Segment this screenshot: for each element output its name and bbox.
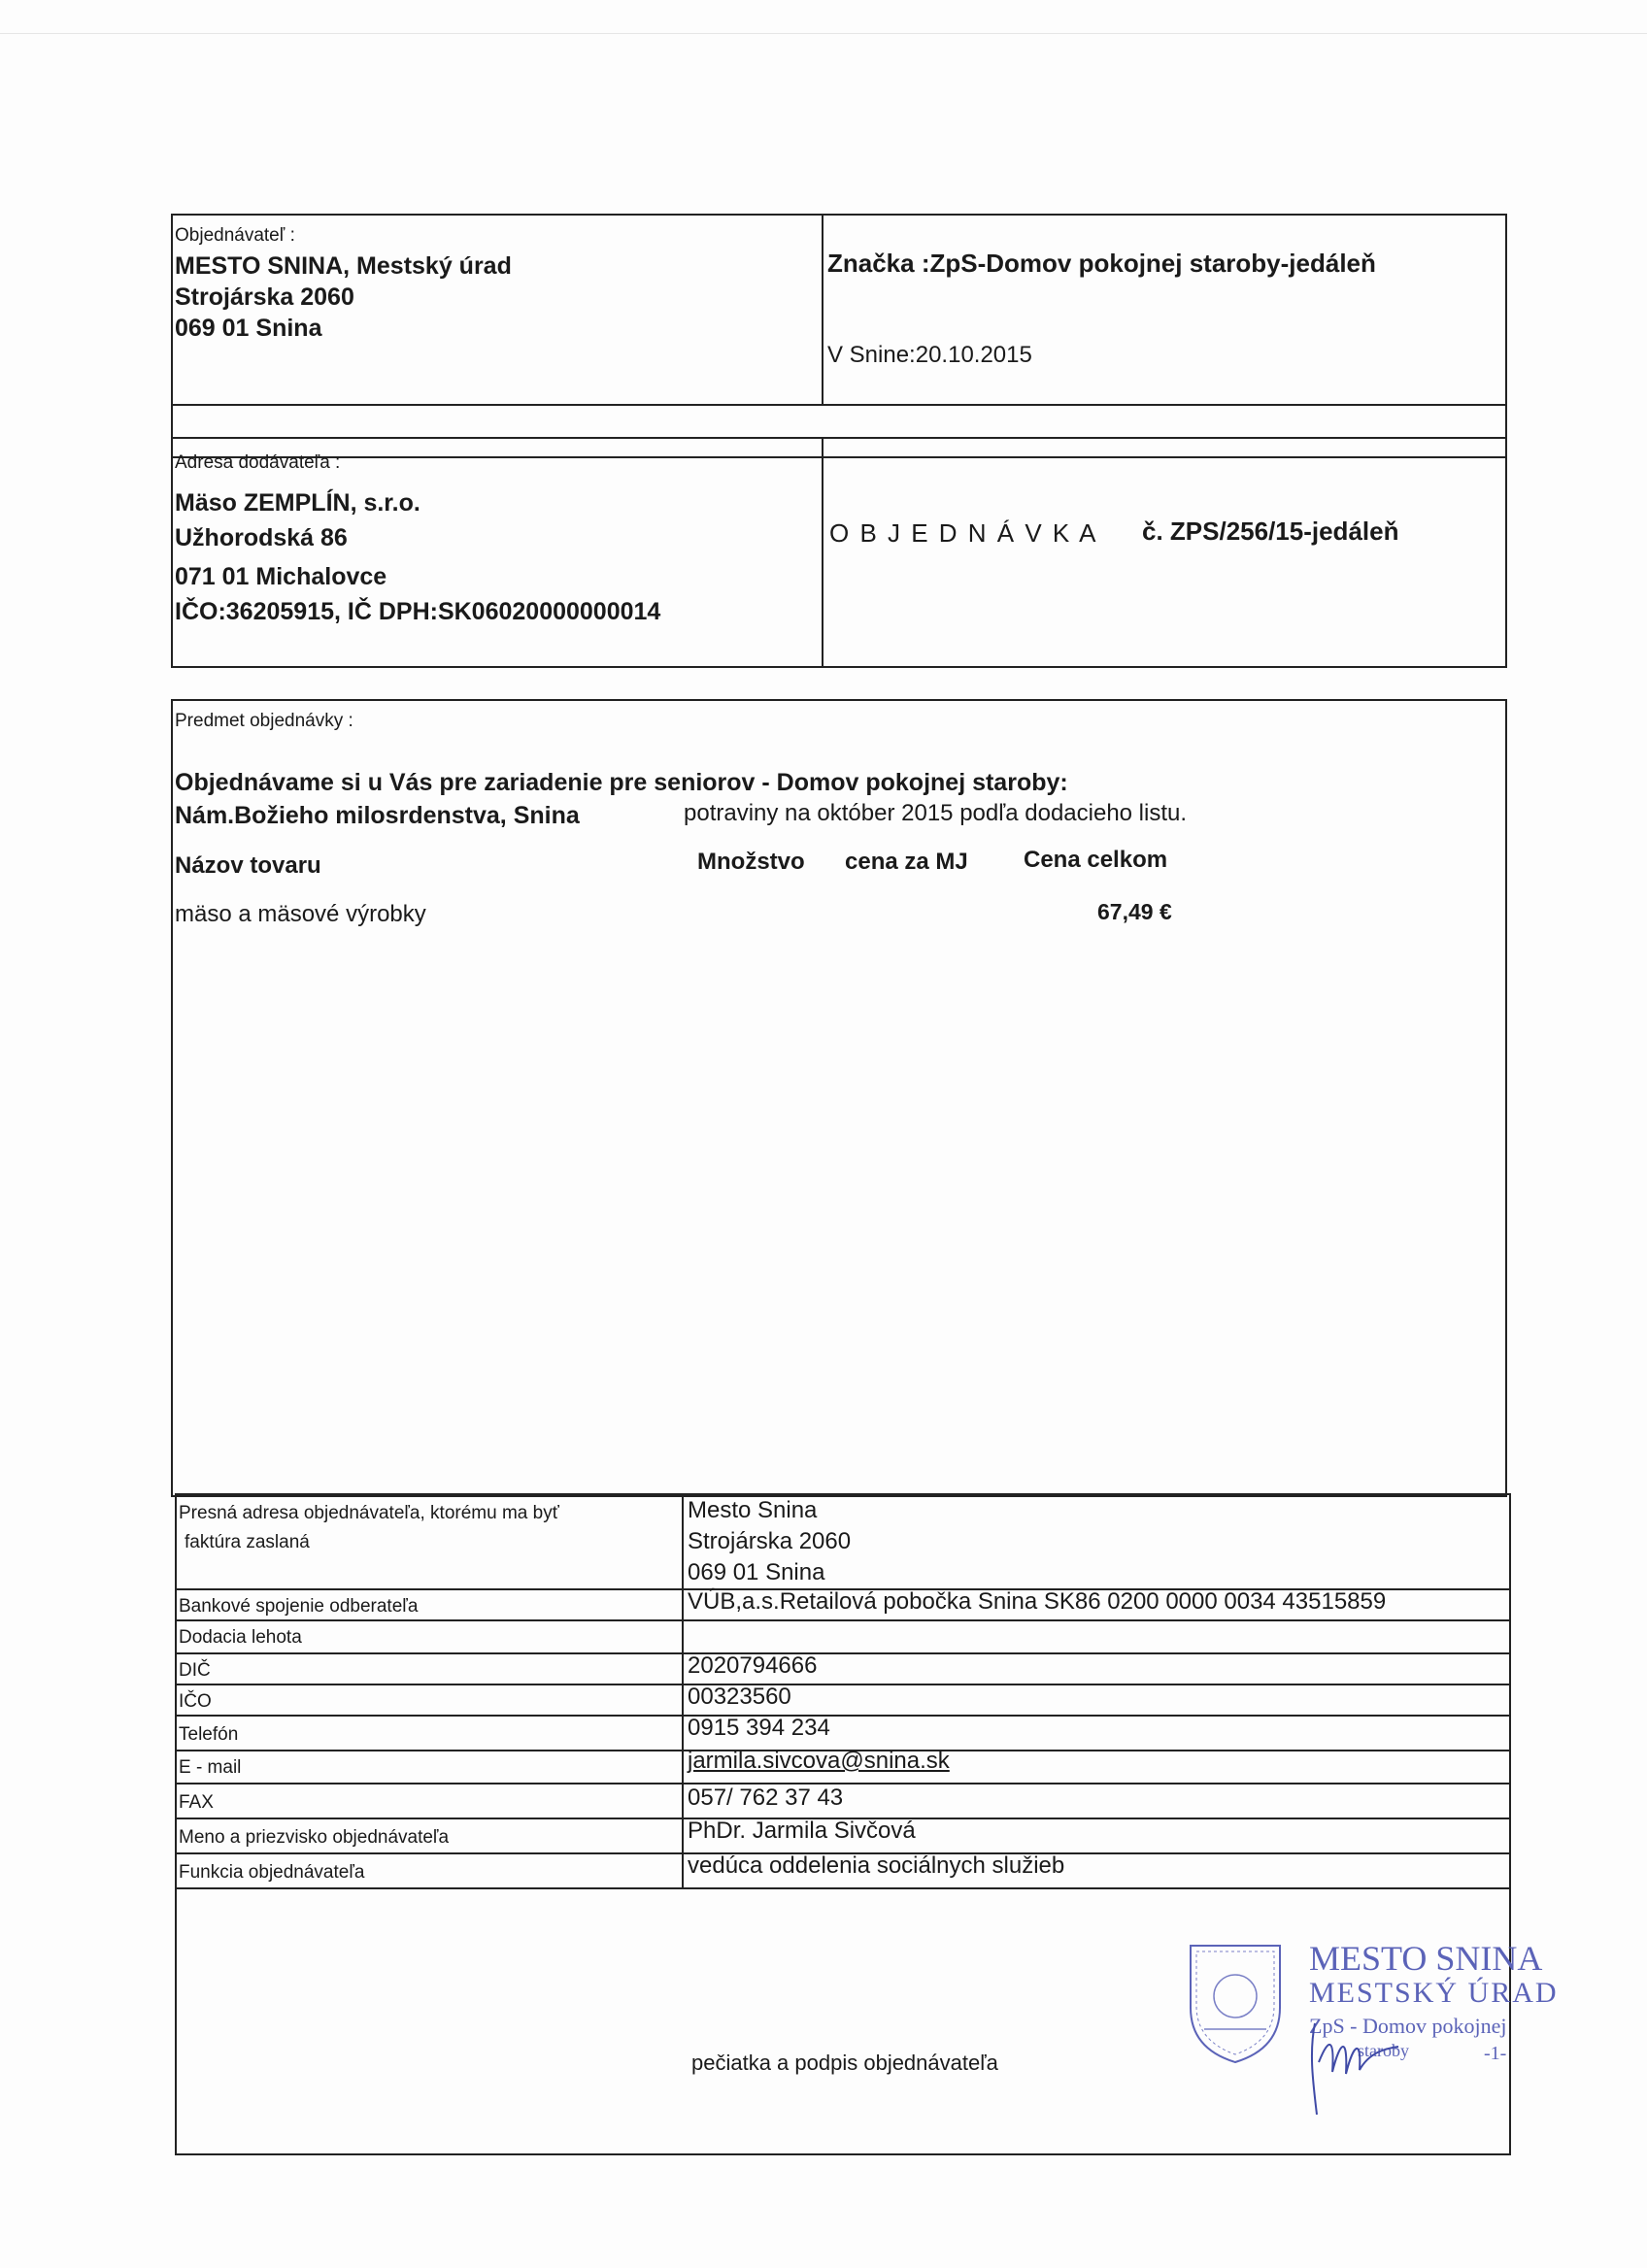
invoice-value-1: Mesto Snina — [688, 1497, 818, 1523]
page-top-edge — [0, 33, 1647, 34]
dic-label: DIČ — [179, 1660, 211, 1681]
details-row-line — [175, 1619, 1511, 1621]
supplier-city: 071 01 Michalovce — [175, 563, 387, 590]
dic-value: 2020794666 — [688, 1652, 818, 1679]
coat-of-arms-icon — [1183, 1940, 1290, 2066]
column-unit-price: cena za MJ — [845, 849, 968, 875]
details-row-line — [175, 1652, 1511, 1654]
bank-label: Bankové spojenie odberateľa — [179, 1596, 419, 1617]
supplier-street: Užhorodská 86 — [175, 524, 348, 551]
email-value: jarmila.sivcova@snina.sk — [688, 1748, 950, 1774]
orderer-person-label: Meno a priezvisko objednávateľa — [179, 1827, 450, 1848]
invoice-label-2: faktúra zaslaná — [185, 1532, 310, 1552]
supplier-label: Adresa dodávateľa : — [175, 452, 341, 473]
orderer-label: Objednávateľ : — [175, 225, 295, 246]
subject-line2-right: potraviny na október 2015 podľa dodacieho listu. — [684, 800, 1188, 826]
supplier-name: Mäso ZEMPLÍN, s.r.o. — [175, 489, 420, 517]
details-row-line — [175, 1715, 1511, 1717]
order-number: č. ZPS/256/15-jedáleň — [1142, 517, 1399, 546]
ico-label: IČO — [179, 1691, 212, 1712]
email-label: E - mail — [179, 1757, 242, 1778]
function-label: Funkcia objednávateľa — [179, 1862, 365, 1883]
order-title: O B J E D N Á V K A — [829, 518, 1098, 548]
function-value: vedúca oddelenia sociálnych služieb — [688, 1852, 1065, 1879]
stamp-line-3: ZpS - Domov pokojnej — [1309, 2014, 1507, 2038]
subject-line1: Objednávame si u Vás pre zariadenie pre seniorov - Domov pokojnej staroby: — [175, 769, 1068, 796]
invoice-value-2: Strojárska 2060 — [688, 1528, 852, 1554]
supplier-right-edge — [1505, 437, 1507, 666]
header-divider — [822, 214, 824, 404]
supplier-separator — [171, 437, 1507, 439]
invoice-value-3: 069 01 Snina — [688, 1559, 825, 1585]
column-name: Názov tovaru — [175, 852, 321, 879]
signature-caption: pečiatka a podpis objednávateľa — [691, 2051, 998, 2075]
place-date: V Snine:20.10.2015 — [827, 342, 1032, 368]
signature-scribble-icon — [1292, 2014, 1408, 2120]
stamp-line-4: staroby — [1358, 2041, 1409, 2060]
column-quantity: Množstvo — [697, 849, 805, 875]
fax-value: 057/ 762 37 43 — [688, 1784, 844, 1811]
phone-value: 0915 394 234 — [688, 1715, 830, 1741]
details-divider — [682, 1493, 684, 1889]
item-name: mäso a mäsové výrobky — [175, 901, 426, 927]
details-row-line — [175, 1684, 1511, 1685]
stamp-line-1: MESTO SNINA — [1309, 1939, 1543, 1978]
item-total: 67,49 € — [1097, 899, 1172, 924]
supplier-ids: IČO:36205915, IČ DPH:SK06020000000014 — [175, 598, 661, 625]
column-total: Cena celkom — [1024, 847, 1168, 873]
orderer-city: 069 01 Snina — [175, 315, 322, 342]
stamp-mark: -1- — [1484, 2043, 1507, 2064]
supplier-left-edge — [171, 437, 173, 666]
supplier-divider — [822, 437, 824, 666]
phone-label: Telefón — [179, 1724, 239, 1745]
delivery-label: Dodacia lehota — [179, 1627, 302, 1648]
invoice-label-1: Presná adresa objednávateľa, ktorému ma byť — [179, 1503, 559, 1523]
orderer-name: MESTO SNINA, Mestský úrad — [175, 252, 512, 280]
stamp-line-2: MESTSKÝ ÚRAD — [1309, 1977, 1559, 2009]
supplier-bottom — [171, 666, 1507, 668]
mark-text: Značka :ZpS-Domov pokojnej staroby-jedáleň — [827, 249, 1376, 278]
bank-value: VÚB,a.s.Retailová pobočka Snina SK86 0200 0000 0034 43515859 — [688, 1588, 1387, 1615]
ico-value: 00323560 — [688, 1684, 791, 1710]
fax-label: FAX — [179, 1792, 214, 1813]
subject-line2-left: Nám.Božieho milosrdenstva, Snina — [175, 802, 580, 829]
city-stamp — [1177, 1936, 1559, 2084]
orderer-person-value: PhDr. Jarmila Sivčová — [688, 1818, 916, 1844]
subject-label: Predmet objednávky : — [175, 711, 353, 731]
orderer-street: Strojárska 2060 — [175, 284, 354, 311]
header-separator — [171, 404, 1507, 406]
